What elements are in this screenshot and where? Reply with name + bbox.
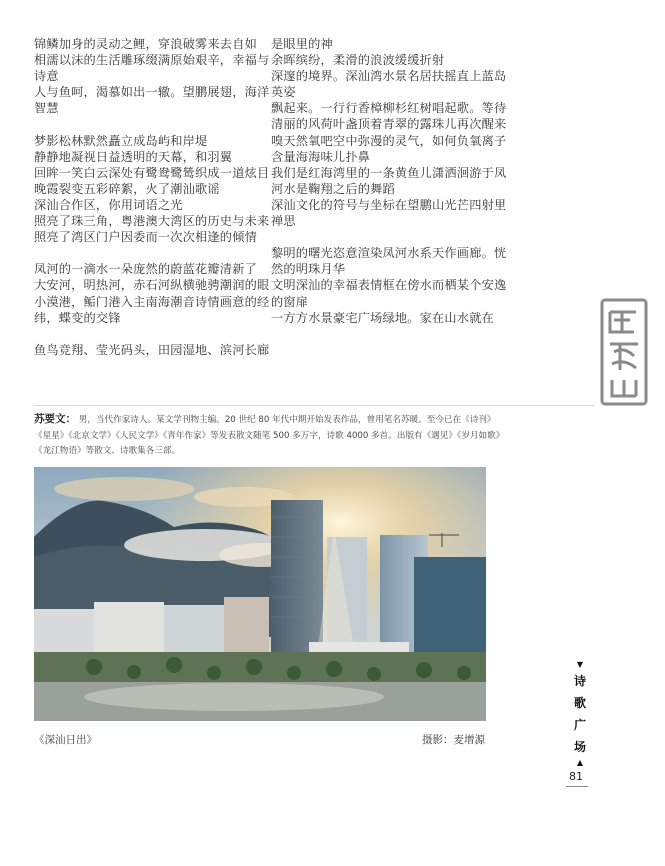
bio-divider [34, 405, 594, 406]
stanza-gap [34, 245, 260, 261]
poem-line: 文明深汕的幸福表情框在傍水而栖某个安逸 [271, 278, 507, 293]
stanza-gap [34, 116, 260, 132]
arrow-down-icon: ▼ [576, 660, 584, 669]
author-bio [34, 412, 504, 460]
poem-line: 大安河，明热河，赤石河纵横驰骋潮润的眼 [34, 278, 270, 293]
poem-line: 纬，蝶变的交锋 [34, 310, 121, 325]
poem-line: 静静地凝视日益透明的天幕，和羽翼 [34, 149, 233, 164]
section-char: 场 [573, 740, 586, 754]
stanza-gap [34, 326, 260, 342]
poem-line: 一方方水景豪宅广场绿地。家在山水就在 [271, 310, 494, 325]
arrow-up-icon: ▲ [576, 758, 584, 767]
page-number-rule [566, 786, 588, 787]
poem-line: 凤河的一滴水一朵庞然的蔚蓝花瓣清新了 [34, 262, 257, 277]
poem-line: 河水是鞠翔之后的舞蹈 [271, 181, 395, 196]
poem-line: 禅思 [271, 214, 296, 229]
poem-line: 嗅天然氧吧空中弥漫的灵气，如何负氧离子 [271, 133, 507, 148]
poem-line: 清丽的风荷叶盏顶着青翠的露珠儿再次醒来 [271, 117, 507, 132]
poem-line: 晚霞裂变五彩碎絮，火了潮汕歌谣 [34, 181, 220, 196]
seal-stamp-icon [600, 298, 648, 406]
photo-title-caption: 《深汕日出》 [34, 734, 97, 746]
poem-line: 是眼里的神 [271, 37, 333, 51]
section-char: 诗 [573, 674, 586, 688]
poem-line: 余晖缤纷，柔滑的浪波缓缓折射 [271, 53, 445, 68]
poem-line: 小漠港，鲘门港入主南海潮音诗情画意的经 [34, 294, 270, 309]
poem-column-left [34, 36, 270, 358]
stanza-gap [271, 229, 497, 245]
poem-line: 照亮了珠三角，粤港澳大湾区的历史与未来 [34, 214, 270, 229]
author-name: 苏要文： [34, 413, 76, 425]
poem-line: 人与鱼呵，渴慕如出一辙。望鹏展翅，海洋 [34, 85, 270, 100]
section-char: 广 [573, 718, 586, 732]
poem-line: 锦鳞加身的灵动之鲤，穿浪破雾来去自如 [34, 37, 257, 51]
poem-line: 回眸一笑白云深处有鹭鸯鹭鸶织成一道炫目 [34, 165, 270, 180]
sunrise-photo [34, 467, 486, 721]
poem-line: 我们是红海湾里的一条黄鱼儿潇洒洄游于凤 [271, 165, 507, 180]
section-label-poetry-square [567, 660, 593, 768]
poem-line: 深邃的境界。深汕湾水景名居扶摇直上蓝岛 [271, 69, 507, 84]
page-number: 81 [569, 770, 583, 783]
poem-line: 深汕文化的符号与坐标在望鹏山光芒四射里 [271, 197, 507, 212]
poem-line: 智慧 [34, 101, 59, 116]
poem-line: 飘起来。一行行香樟柳杉红树唱起歌。等待 [271, 101, 507, 116]
poem-line: 照亮了湾区门户因委而一次次相逢的倾情 [34, 230, 257, 245]
poem-line: 诗意 [34, 69, 59, 84]
poem-column-right [271, 36, 507, 326]
poem-line: 然的明珠月华 [271, 262, 346, 277]
photo-credit: 摄影：麦增源 [422, 734, 485, 746]
poem-line: 含量海海味儿扑鼻 [271, 149, 371, 164]
poem-line: 英姿 [271, 85, 296, 100]
poem-line: 鱼鸟竞翔、莹光码头，田园湿地、滨河长廊 [34, 342, 270, 357]
poem-line: 的窗扉 [271, 294, 309, 309]
author-bio-text: 男，当代作家诗人。某文学刊物主编。20 世纪 80 年代中期开始发表作品，曾用笔名苏暖。至今已在《诗刊》《星星》《北京文学》《人民文学》《青年作家》等发表散文随笔 500 多万字，诗歌 4000 多首。出版有《遇见》《岁月如歌》《龙江物语》等散文、诗歌集各三部。 [34, 415, 500, 456]
poem-line: 相濡以沫的生活雕琢缀满原始艰辛，幸福与 [34, 53, 270, 68]
section-char: 歌 [573, 696, 586, 710]
poem-line: 梦影松林默然矗立成岛屿和岸堤 [34, 133, 208, 148]
poem-line: 深汕合作区，你用词语之光 [34, 197, 183, 212]
poem-line: 黎明的曙光恣意渲染凤河水系天作画廊。恍 [271, 246, 507, 261]
